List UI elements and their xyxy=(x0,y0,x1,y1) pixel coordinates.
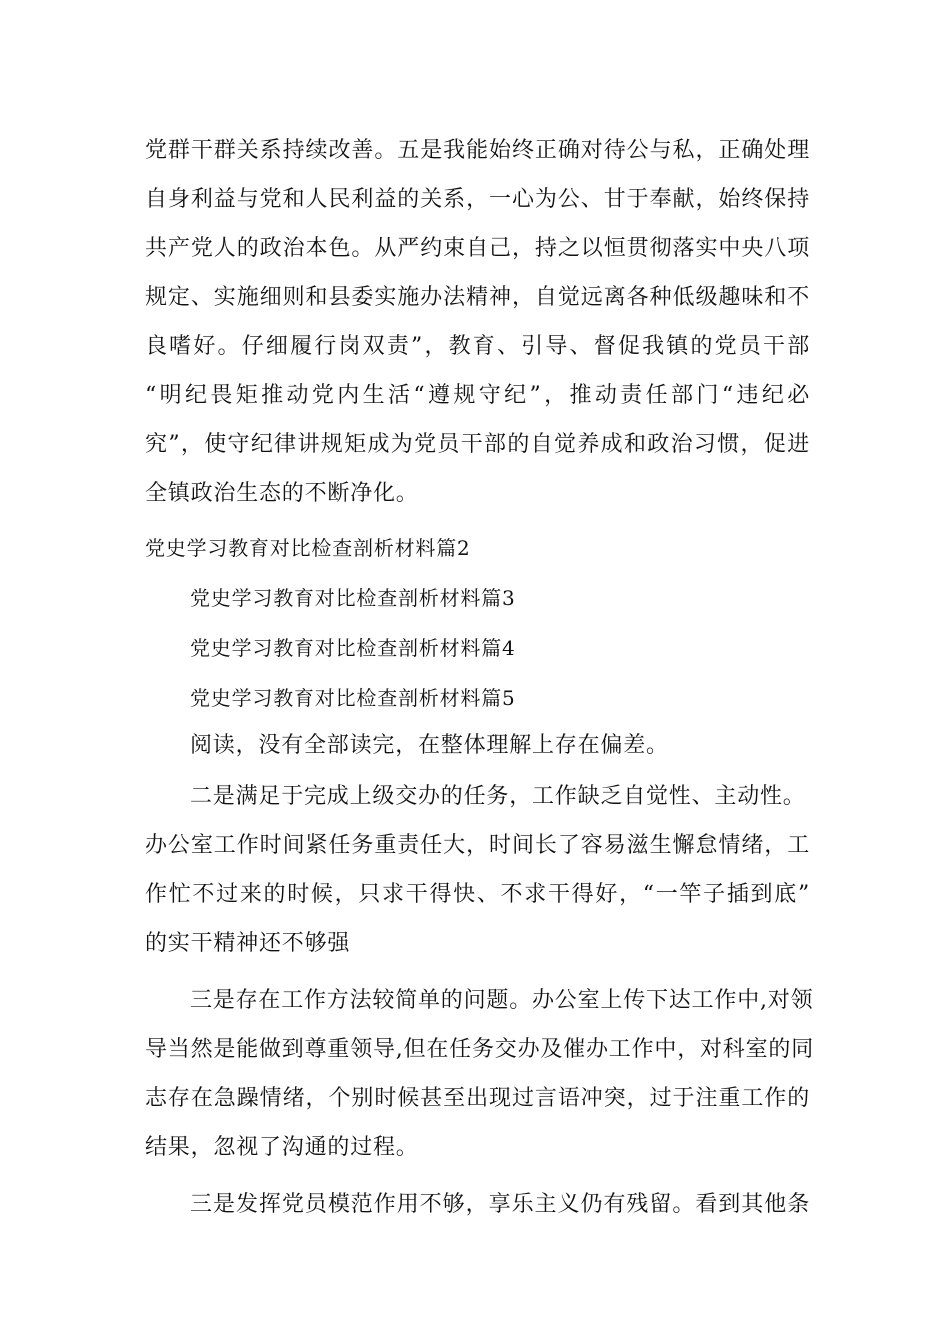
section-heading: 党史学习教育对比检查剖析材料篇3 xyxy=(190,586,516,610)
paragraph-start-line: 三是存在工作方法较简单的问题。办公室上传下达工作中,对领 xyxy=(190,988,814,1013)
text-line: 的实干精神还不够强 xyxy=(145,931,351,956)
text-line: 志存在急躁情绪，个别时候甚至出现过言语冲突，过于注重工作的 xyxy=(145,1086,810,1111)
text-line: 规定、实施细则和县委实施办法精神，自觉远离各种低级趣味和不 xyxy=(145,285,810,310)
text-line: 自身利益与党和人民利益的关系，一心为公、甘于奉献，始终保持 xyxy=(145,187,810,212)
text-line: 作忙不过来的时候，只求干得快、不求干得好，“一竿子插到底” xyxy=(145,882,810,907)
text-line: 导当然是能做到尊重领导,但在任务交办及催办工作中，对科室的同 xyxy=(145,1037,814,1062)
text-line: 全镇政治生态的不断净化。 xyxy=(145,481,419,506)
paragraph-start-line: 三是发挥党员模范作用不够，享乐主义仍有残留。看到其他条 xyxy=(190,1192,810,1217)
text-line: 良嗜好。仔细履行岗双责”，教育、引导、督促我镇的党员干部 xyxy=(145,334,810,359)
text-line: 究”，使守纪律讲规矩成为党员干部的自觉养成和政治习惯，促进 xyxy=(145,432,810,457)
text-line: 党群干群关系持续改善。五是我能始终正确对待公与私，正确处理 xyxy=(145,138,810,163)
section-heading: 党史学习教育对比检查剖析材料篇2 xyxy=(145,536,471,560)
text-line: 共产党人的政治本色。从严约束自己，持之以恒贯彻落实中央八项 xyxy=(145,236,810,261)
text-line: 阅读，没有全部读完，在整体理解上存在偏差。 xyxy=(190,733,669,758)
section-heading: 党史学习教育对比检查剖析材料篇4 xyxy=(190,636,516,660)
text-line: “明纪畏矩推动党内生活“遵规守纪”，推动责任部门“违纪必 xyxy=(145,383,810,408)
text-line: 结果，忽视了沟通的过程。 xyxy=(145,1135,419,1160)
section-heading: 党史学习教育对比检查剖析材料篇5 xyxy=(190,686,516,710)
paragraph-start-line: 二是满足于完成上级交办的任务，工作缺乏自觉性、主动性。 xyxy=(190,784,806,809)
text-line: 办公室工作时间紧任务重责任大，时间长了容易滋生懈怠情绪，工 xyxy=(145,833,810,858)
